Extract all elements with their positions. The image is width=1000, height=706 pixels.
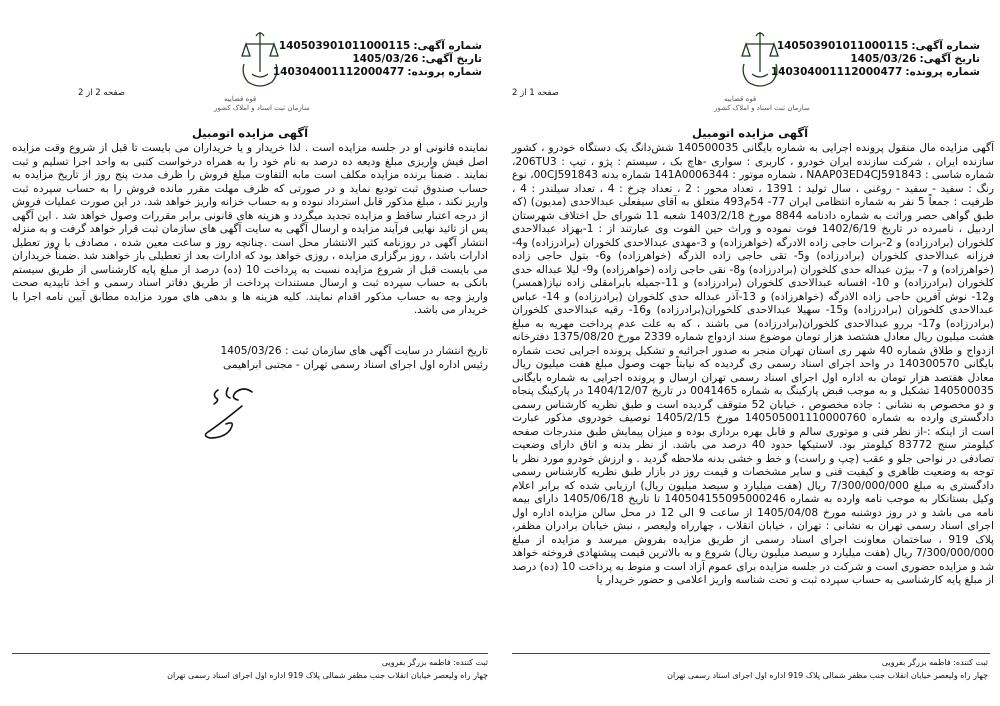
notice-body-text: آگهی مزایده مال منقول پرونده اجرایی به شماره بایگانی 140500035 شش‌دانگ یک دستگاه خودرو ، کشور سازنده ایران ، شرکت سازنده ایران خودرو ، کاربری : سواری -هاچ بک ، سیستم : پژو ، تیپ : 206TU3، شماره شاسی : NAAP03ED4CJ591843 ، شماره موتور : 141A0006344 شماره بدنه 00CJ591843، نوع رنگ : سفید - سفید - روغنی ، سال تولید : 1391 ، تعداد محور : 2 ، تعداد چرخ : 4 ، تعداد سیلندر : 4 ، ظرفیت : جمعاً 5 نفر به شماره انتظامی ایران 77- 54م493 متعلق به آقای سیفعلی عبدالاحدی (مدیون) (که طبق گواهی حصر وراثت به شماره دادنامه 8844 مورخ 1403/2/18 شعبه 11 شورای حل اختلاف شهرستان اردبیل ، نامبرده در تاریخ 1402/6/19 فوت نموده و وراث حین الفوت وی عبارتند از : 1-بهزاد عبدالاحدی کلخوران (برادرزاده) و 2-برات حاجی زاده الادرگه (خواهرزاده) و 3-مهدی عبدالاحدی کلخوران (برادرزاده) و4- فرزانه عبدالاحدی کلخوران (برادرزاده) و5- تقی حاجی زاده الذرگه (خواهرزاده) و6- بتول حاجی زاده (خواهرزاده) و 7- بیژن عبداله حدی کلخوران (برادرزاده) و8- نقی حاجی زاده (خواهرزاده) و9- لیلا عبداله حدی کلخوران (برادرزاده) و 10- افسانه عبدالاحدی کلخوران (برادرزاده) و 11-جمیله بابرامقلی زاده نیاز(همسر) و12- نوش آفرین حاجی زاده الادرگه (خواهرزاده) و 13-آذر عبداله حدی کلخوران (برادرزاده) و 14- عباس عبدالاحدی کلخوران (برادرزاده) و15- سهیلا عبدالاحدی کلخوران(برادرزاده) و16- رقیه عبدالاحدی کلخوران (برادرزاده) و17- بررو عبدالاحدی کلخوران(برادرزاده) می باشند ، که به علت عدم پرداخت مهریه به مبلغ هشت میلیون ریال معادل هشتصد هزار تومان موضوع سند ازدواج شماره 2339 مورخ 1375/08/20 دفترخانه ازدواج و طلاق شماره 40 شهر ری استان تهران منجر به صدور اجرائیه و تشکیل پرونده اجرایی تحت شماره بایگانی 140300570 در واحد اجرای اسناد رسمی ری گردیده که نیابتاً جهت وصول مبلغ هفت میلیون ریال معادل هفتصد هزار تومان به اداره اول اجرای اسناد رسمی تهران ارسال و پرونده اجرایی به شماره بایگانی 140500035 تشکیل و به موجب قبض پارکینگ به شماره 0041465 در تاریخ 1404/12/07 در پارکینگ پنجاه و دو مخصوص به نشانی : جاده مخصوص ، خیابان 52 متوقف گردیده است و طبق نظریه کارشناس رسمی دادگستری وارده به شماره 140505001110000760 مورخ 1405/2/15 توصیف خودروی مذکور عبارت است از اینکه :-از نظر فنی و موتوری سالم و قابل بهره برداری بوده و میزان پیمایش طبق مندرجات صفحه کیلومتر سنج 83772 کیلومتر بود. لاستیکها حدود 40 درصد می باشد. از نظر بدنه و اتاق دارای وضعیت تصادفی در نواحی جلو و عقب (چپ و راست) و خط و خشی بدنه ملاحظه گردید . و ارزش خودرو مورد نظر با توجه به وضعیت ظاهری و کیفیت فنی و سایر مشخصات و قیمت روز در بازار طبق نظریه کارشناس رسمی دادگستری به مبلغ 7/300/000/000 ریال (هفت میلیارد و سیصد میلیون ریال) ارزیابی شده که برابر اعلام وکیل بستانکار به موجب نامه وارده به شماره 140504155095000246 تا تاریخ 1405/06/18 دارای بیمه نامه می باشد و در روز دوشنبه مورخ 1405/04/08 از ساعت 9 الی 12 در محل سالن مزایده اداره اول اجرای اسناد رسمی تهران به نشانی : تهران ، خیابان انقلاب ، چهارراه ولیعصر ، نبش خیابان برادران مظفر، پلاک 919 ، ساختمان معاونت اجرای اسناد رسمی از طریق مزایده بفروش میرسد و مزایده از مبلغ 7/300/000/000 ریال (هفت میلیارد و سیصد میلیون ریال) شروع و به بالاترین قیمت پیشنهادی فروخته خواهد شد و مزایده حضوری است و شرکت در جلسه مزایده برای عموم آزاد است و منوط به پرداخت 10 (ده) درصد از مبلغ پایه کارشناسی به حساب سپرده ثبت و تحت شناسه واریز اعلامی و حضور خریدار یا [512, 142, 995, 586]
case-number-row [770, 66, 980, 79]
notice-date-label: تاریخ آگهی: [919, 53, 980, 65]
notice-body [12, 142, 488, 318]
organization-script: سازمان ثبت اسناد و املاک کشور [714, 104, 810, 112]
handwritten-signature [190, 380, 270, 446]
notice-date-row [272, 53, 482, 66]
footer-divider [512, 653, 990, 654]
notice-number: 140503901011000115 [776, 40, 909, 52]
page-number: صفحه 1 از 2 [512, 88, 559, 98]
notice-body-text: نماینده قانونی او در جلسه مزایده است . لذا خریدار و یا خریداران می بایست تا قبل از شروع وقت مزایده اصل فیش واریزی مبلغ ودیعه ده درصد به نام خود را به همراه درخواست کتبی به واحد اجرا تسلیم و ثبت نمایند . ضمناً برنده مزایده مکلف است مابه التفاوت مبلغ فروش را ظرف مدت پنج روز از تاریخ مزایده به حساب صندوق ثبت تودیع نماید و در صورتی که ظرف مهلت مقرر مانده فروش را به حساب سپرده ثبت واریز نکند ، مبلغ مذکور قابل استرداد نبوده و به حساب خزانه واریز خواهد شد. در این صورت عملیات فروش از درجه اعتبار ساقط و مزایده تجدید میگردد و هزینه های قانونی برابر مقررات وصول خواهد شد . این آگهی پس از تائید نهایی فرآیند مزایده و ارسال آگهی به سایت آگهی های سازمان ثبت قرار خواهد گرفت و به منزله انتشار آگهی در روزنامه کثیر الانتشار محل است .چنانچه روز و ساعت معین شده ، مصادف با روز تعطیل ادارات باشد ، روز برگزاری مزایده ، روزی خواهد بود که ادارات بعد از تعطیلی باز خواهند شد .ضمناً خریداران می بایست قبل از شروع مزایده نسبت به پرداخت 10 (ده) درصد از مبلغ پایه کارشناسی از طریق سیستم بانکی به حساب سپرده ثبت و ارسال مستندات پرداخت از طریق دفاتر اسناد رسمی و اخذ تاییدیه صحت واریز وجه به حساب مذکور اقدام نمایند. کلیه هزینه ها و بدهی های مورد مزایده مطابق آیین نامه اجرا با خریدار می باشد. [12, 142, 488, 316]
notice-body [512, 142, 994, 588]
notice-title: آگهی مزایده اتومبیل [691, 126, 809, 140]
registrar-label: ثبت کننده: [953, 658, 988, 667]
case-number: 140304001112000477 [272, 66, 405, 78]
case-number-label: شماره پرونده: [407, 66, 482, 78]
notice-meta [272, 40, 482, 79]
registrar-line [382, 658, 488, 667]
organization-script: سازمان ثبت اسناد و املاک کشور [214, 104, 310, 112]
notice-number-label: شماره آگهی: [413, 40, 482, 52]
notice-number-label: شماره آگهی: [911, 40, 980, 52]
emblem-caption: قوه قضاییه [224, 95, 257, 103]
case-number-label: شماره پرونده: [905, 66, 980, 78]
notice-page-1 [500, 0, 1000, 706]
emblem-caption: قوه قضاییه [724, 95, 757, 103]
notice-date-row [770, 53, 980, 66]
notice-title: آگهی مزایده اتومبیل [191, 126, 309, 140]
notice-number: 140503901011000115 [278, 40, 411, 52]
footer-divider [12, 653, 488, 654]
case-number-row [272, 66, 482, 79]
case-number: 140304001112000477 [770, 66, 903, 78]
notice-date: 1405/03/26 [352, 53, 419, 65]
notice-date-label: تاریخ آگهی: [421, 53, 482, 65]
notice-number-row [272, 40, 482, 53]
notice-number-row [770, 40, 980, 53]
registrar-line [882, 658, 988, 667]
footer-address: چهار راه ولیعصر خیابان انقلاب جنب مظفر شمالی پلاک 919 اداره اول اجرای اسناد رسمی تهران [167, 671, 488, 680]
publish-date-line: تاریخ انتشار در سایت آگهی های سازمان ثبت : 1405/03/26 [220, 345, 488, 357]
signatory-line: رئیس اداره اول اجرای اسناد رسمی تهران - مجتبی ابراهیمی [223, 358, 488, 371]
registrar-name: فاطمه بزرگر بفرویی [881, 658, 951, 667]
registrar-label: ثبت کننده: [453, 658, 488, 667]
notice-meta [770, 40, 980, 79]
closing-block [12, 345, 488, 372]
registrar-name: فاطمه بزرگر بفرویی [381, 658, 451, 667]
notice-date: 1405/03/26 [850, 53, 917, 65]
footer-address: چهار راه ولیعصر خیابان انقلاب جنب مظفر شمالی پلاک 919 اداره اول اجرای اسناد رسمی تهران [667, 671, 988, 680]
page-number: صفحه 2 از 2 [78, 88, 125, 98]
